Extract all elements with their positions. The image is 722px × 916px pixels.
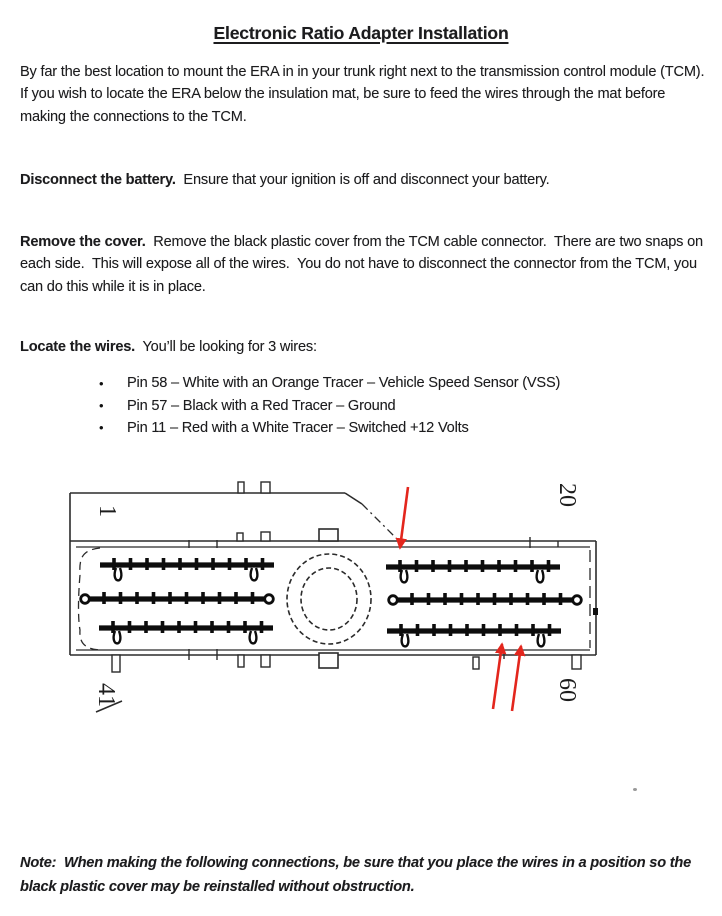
step-disconnect-battery <box>20 169 710 191</box>
scan-artifact-dot <box>633 788 637 791</box>
corner-label-pin1: 1 <box>94 505 120 517</box>
red-arrow-top <box>400 487 408 548</box>
red-arrow-bottom-left <box>493 644 502 709</box>
note-body: When making the following connections, be sure that you place the wires in a position so the black plastic cover may be reinstalled without obstruction. <box>20 855 695 895</box>
wire-list-item <box>99 372 560 394</box>
wire-list-item <box>99 417 560 439</box>
wire-item-text: Pin 58 – White with an Orange Tracer – Vehicle Speed Sensor (VSS) <box>127 375 561 392</box>
step-body: You’ll be looking for 3 wires: <box>135 339 317 355</box>
step-body: Ensure that your ignition is off and disconnect your battery. <box>175 172 550 188</box>
wire-item-text: Pin 57 – Black with a Red Tracer – Ground <box>127 397 396 414</box>
bullet-icon: • <box>99 375 104 391</box>
note-paragraph <box>20 851 710 899</box>
bullet-icon: • <box>99 398 104 414</box>
corner-label-pin20: 20 <box>554 483 580 507</box>
tcm-connector-diagram <box>0 480 722 725</box>
wire-item-text: Pin 11 – Red with a White Tracer – Switched +12 Volts <box>127 419 469 436</box>
pin-row-right-middle <box>389 593 582 605</box>
pin-row-left-bottom <box>99 621 273 643</box>
bullet-icon: • <box>99 420 104 436</box>
wire-list-item <box>99 394 560 416</box>
wire-list <box>99 372 560 439</box>
pin-row-right-top <box>386 560 560 582</box>
step-remove-cover <box>20 231 710 298</box>
center-hole <box>287 554 371 644</box>
document-title <box>0 23 722 44</box>
step-body: Remove the black plastic cover from the TCM cable connector. There are two snaps on each side. This will expose all of the wires. You do not have to disconnect the connector from the TCM, you can do this while it is in place. <box>20 234 707 295</box>
intro-paragraph: By far the best location to mount the ERA in in your trunk right next to the transmission control module (TCM). If you wish to locate the ERA below the insulation mat, be sure to feed the wires through the mat before making the connections to the TCM. <box>20 64 713 125</box>
pin-row-left-middle <box>81 592 274 604</box>
step-locate-wires <box>20 336 710 358</box>
corner-label-pin41: 41 <box>93 683 119 707</box>
note-lead: Note: <box>20 855 57 871</box>
step-lead: Remove the cover. <box>20 234 146 250</box>
step-lead: Locate the wires. <box>20 339 136 355</box>
document-title-text: Electronic Ratio Adapter Installation <box>213 23 509 43</box>
pin-row-right-bottom <box>387 624 561 646</box>
pin-row-left-top <box>100 558 274 580</box>
step-lead: Disconnect the battery. <box>20 172 176 188</box>
corner-label-pin60: 60 <box>554 678 580 702</box>
